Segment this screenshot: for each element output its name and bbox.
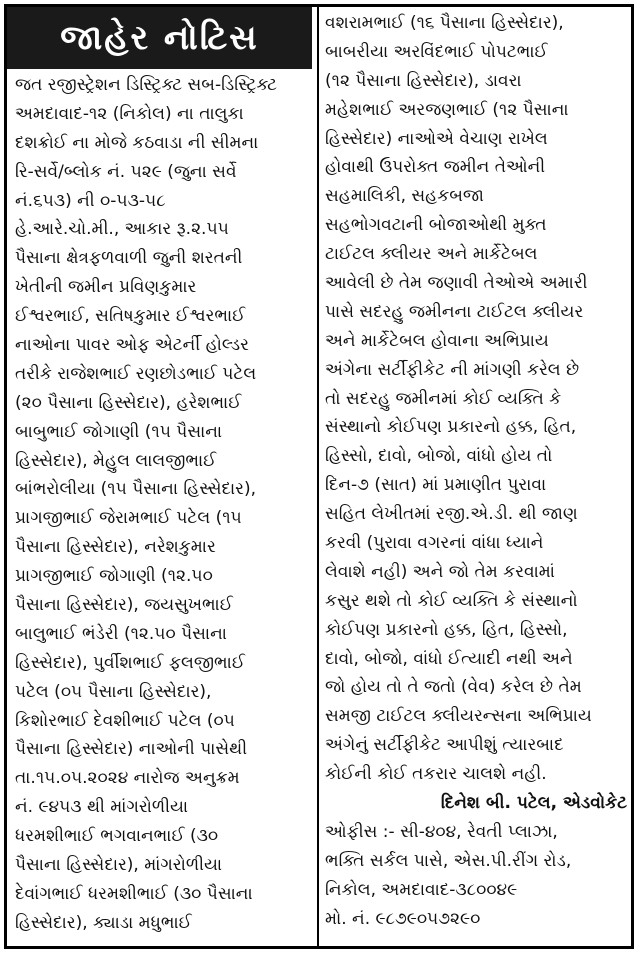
body-line: ટાઈટલ ક્લીયર અને માર્કેટેબલ bbox=[325, 244, 538, 265]
body-line: નાઓના પાવર ઓફ એટર્ની હોલ્ડર bbox=[15, 335, 249, 356]
public-notice bbox=[4, 4, 634, 949]
body-line: (૧૨ પૈસાના હિસ્સેદાર), ડાવરા bbox=[325, 70, 522, 91]
body-line: દેવાંગભાઈ ધરમશીભાઈ (૩૦ પૈસાના bbox=[15, 883, 253, 904]
body-line: પૈસાના હિસ્સેદાર) નાઓની પાસેથી bbox=[15, 739, 248, 760]
body-line: કસુર થશે તો કોઈ વ્યક્તિ કે સંસ્થાનો bbox=[325, 590, 578, 611]
body-line: કિશોરભાઈ દેવશીભાઈ પટેલ (૦૫ bbox=[15, 710, 235, 731]
body-line: સહભોગવટાની બોજાઓથી મુક્ત bbox=[325, 215, 547, 236]
body-line: નં. ૯૪૫૩ થી માંગરોળીયા bbox=[15, 797, 189, 818]
body-line: પૈસાના હિસ્સેદાર), જયસુખભાઈ bbox=[15, 595, 233, 616]
body-line: સહિત લેખીતમાં રજી.એ.ડી. થી જાણ bbox=[325, 504, 578, 525]
body-line: હિસ્સેદાર), ક્યાડા મધુભાઈ bbox=[15, 912, 192, 933]
office-address-line: નિકોલ, અમદાવાદ-૩૮૦૦૪૯ bbox=[325, 879, 518, 900]
body-line: તો સદરહુ જમીનમાં કોઈ વ્યક્તિ કે bbox=[325, 388, 562, 409]
body-line: આવેલી છે તેમ જણાવી તેઓએ અમારી bbox=[325, 273, 588, 294]
body-line: પ્રાગજીભાઈ જોગાણી (૧૨.૫૦ bbox=[15, 566, 213, 587]
body-line: સંસ્થાનો કોઈપણ પ્રકારનો હક્ક, હિત, bbox=[325, 417, 577, 438]
body-line: દિન-૭ (સાત) માં પ્રમાણીત પુરાવા bbox=[325, 475, 547, 496]
notice-title: જાહેર નોટિસ bbox=[7, 7, 312, 69]
body-line: કોઈની કોઈ તકરાર ચાલશે નહી. bbox=[325, 764, 547, 785]
body-line: હિસ્સેદાર), મેહુલ લાલજીભાઈ bbox=[15, 450, 217, 471]
mobile-number: મો. નં. ૯૮૭૯૦૫૭૨૯૦ bbox=[325, 908, 481, 929]
body-line: હિસ્સો, દાવો, બોજો, વાંધો હોય તો bbox=[325, 446, 553, 467]
body-line: જત રજીસ્ટ્રેશન ડિસ્ટ્રિક્ટ સબ-ડિસ્ટ્રિક્ટ bbox=[15, 75, 278, 95]
body-line: અંગેનું સર્ટીફીકેટ આપીશું ત્યારબાદ bbox=[325, 735, 564, 756]
body-line: વશરામભાઈ (૧૬ પૈસાના હિસ્સેદાર), bbox=[325, 13, 564, 33]
notice-body-left-column bbox=[15, 71, 311, 938]
body-line: મહેશભાઈ અરજણભાઈ (૧૨ પૈસાના bbox=[325, 99, 569, 120]
office-address-line: ઓફીસ :- સી-૪૦૪, રેવતી પ્લાઝા, bbox=[325, 821, 558, 842]
body-line: ઈશ્વરભાઈ, સતિષકુમાર ઈશ્વરભાઈ bbox=[15, 306, 246, 327]
body-line: દાવો, બોજો, વાંધો ઈત્યાદી નથી અને bbox=[325, 648, 573, 669]
body-line: પૈસાના હિસ્સેદાર), માંગરોળીયા bbox=[15, 855, 223, 876]
body-line: અમદાવાદ-૧૨ (નિકોલ) ના તાલુકા bbox=[15, 103, 244, 124]
body-line: બાલુભાઈ ભંડેરી (૧૨.૫૦ પૈસાના bbox=[15, 623, 227, 644]
body-line: હિસ્સેદાર), પુર્વીશભાઈ ફલજીભાઈ bbox=[15, 652, 245, 673]
body-line: તરીકે રાજેશભાઈ રણછોડભાઈ પટેલ bbox=[15, 363, 257, 384]
body-line: કરવી (પુરાવા વગરનાં વાંધા ધ્યાને bbox=[325, 533, 544, 554]
body-line: પટેલ (૦૫ પૈસાના હિસ્સેદાર), bbox=[15, 681, 212, 702]
body-line: બાબરીયા અરવિંદભાઈ પોપટભાઈ bbox=[325, 41, 548, 62]
body-line: પૈસાના હિસ્સેદાર), નરેશકુમાર bbox=[15, 537, 216, 558]
body-line: હે.આરે.ચો.મી., આકાર રૂ.૨.૫૫ bbox=[15, 219, 229, 240]
advocate-signature-name: દિનેશ બી. પટેલ, એડવોકેટ bbox=[440, 793, 627, 814]
notice-body-right-column bbox=[325, 9, 629, 934]
body-line: બાંભરોલીયા (૧૫ પૈસાના હિસ્સેદાર), bbox=[15, 479, 257, 500]
body-line: દશક્રોઈ ના મોજે કઠવાડા ની સીમના bbox=[15, 132, 259, 153]
body-line: સમજી ટાઈટલ ક્લીયરન્સના અભિપ્રાય bbox=[325, 706, 592, 727]
body-line: બાબુભાઈ જોગાણી (૧૫ પૈસાના bbox=[15, 421, 223, 442]
body-line: પ્રાગજીભાઈ જેરામભાઈ પટેલ (૧૫ bbox=[15, 508, 242, 529]
column-divider bbox=[317, 7, 319, 946]
body-line: લેવાશે નહી) અને જો તેમ કરવામાં bbox=[325, 561, 555, 582]
body-line: કોઈપણ પ્રકારનો હક્ક, હિત, હિસ્સો, bbox=[325, 619, 568, 640]
body-line: સહમાલિકી, સહકબજા bbox=[325, 186, 484, 207]
body-line: અંગેના સર્ટીફીકેટ ની માંગણી કરેલ છે bbox=[325, 359, 580, 380]
body-line: (૨૦ પૈસાના હિસ્સેદાર), હરેશભાઈ bbox=[15, 392, 242, 413]
body-line: ખેતીની જમીન પ્રવિણકુમાર bbox=[15, 277, 197, 298]
office-address-line: ભક્તિ સર્કલ પાસે, એસ.પી.રીંગ રોડ, bbox=[325, 850, 572, 871]
body-line: પાસે સદરહુ જમીનના ટાઈટલ ક્લીયર bbox=[325, 301, 584, 322]
body-line: રિ-સર્વે/બ્લોક નં. ૫૨૯ (જુના સર્વે bbox=[15, 161, 237, 182]
body-line: જો હોય તો તે જતો (વેવ) કરેલ છે તેમ bbox=[325, 677, 582, 698]
body-line: અને માર્કેટેબલ હોવાના અભિપ્રાય bbox=[325, 330, 549, 351]
body-line: તા.૧૫.૦૫.૨૦૨૪ નારોજ અનુક્રમ bbox=[15, 768, 240, 789]
body-line: નં.૬૫૩) ની ૦-૫૩-૫૮ bbox=[15, 190, 166, 211]
body-line: ધરમશીભાઈ ભગવાનભાઈ (૩૦ bbox=[15, 826, 219, 847]
body-line: હિસ્સેદાર) નાઓએ વેચાણ રાખેલ bbox=[325, 128, 548, 149]
body-line: હોવાથી ઉપરોક્ત જમીન તેઓની bbox=[325, 157, 546, 178]
body-line: પૈસાના ક્ષેત્રફળવાળી જુની શરતની bbox=[15, 248, 243, 269]
